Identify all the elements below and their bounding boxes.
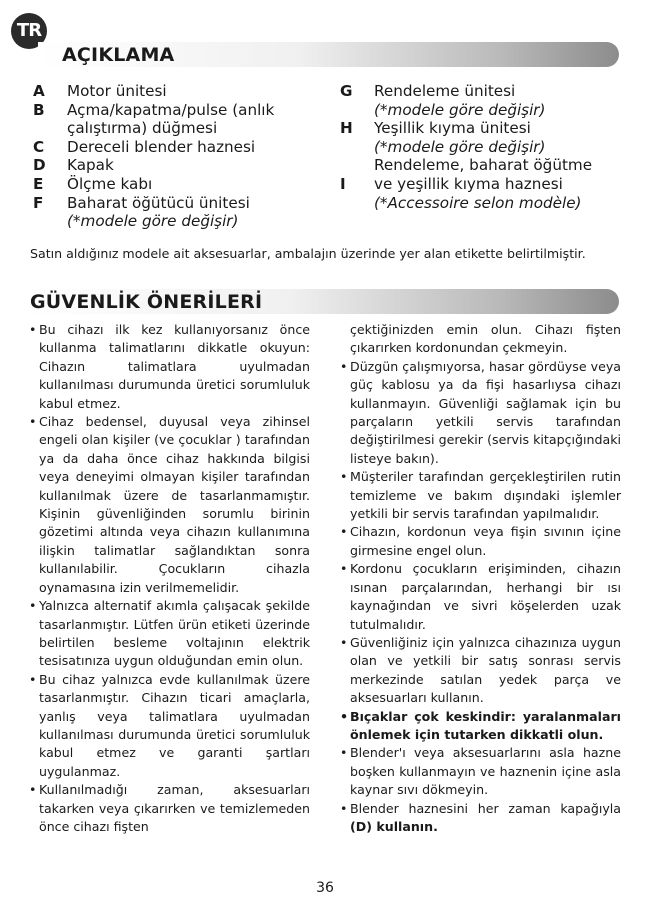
- part-e: E Ölçme kabı: [33, 174, 153, 193]
- safety-item-continuation: çektiğinizden emin olun. Cihazı fişten çıkarırken kordonundan çekmeyin.: [350, 322, 621, 356]
- part-c: C Dereceli blender haznesi: [33, 137, 256, 156]
- safety-item: • Blender'ı veya aksesuarlarını asla hazne boşken kullanmayın ve haznenin içine asla kaynar sıvı dökmeyin.: [340, 745, 621, 798]
- part-a: A Motor ünitesi: [33, 82, 167, 100]
- parts-list-right: [340, 82, 625, 212]
- description-title: AÇIKLAMA: [62, 44, 175, 66]
- safety-column-2: [340, 321, 621, 836]
- safety-item: • Güvenliğiniz için yalnızca cihazınıza uygun olan ve yetkili bir satış sonrası servis merkezinde satılan yedek parça ve aksesuarları kullanın.: [340, 634, 621, 706]
- safety-item: • Yalnızca alternatif akımla çalışacak şekilde tasarlanmıştır. Lütfen ürün etiketi üzerinde belirtilen besleme voltajının elektrik tesisatınıza uygun olduğundan emin olun.: [29, 598, 310, 669]
- safety-item: • Kullanılmadığı zaman, aksesuarları takarken veya çıkarırken ve temizlemeden önce cihazı fişten: [29, 782, 310, 834]
- part-g-note: (*modele göre değişir): [374, 100, 546, 119]
- part-b: B Açma/kapatma/pulse (anlık çalıştırma) düğmesi: [33, 100, 275, 138]
- safety-item: • Kordonu çocukların erişiminden, cihazın ısınan parçalarından, herhangi bir ısı kaynağından ve sivri köşelerden uzak tutulmalıdır.: [340, 561, 621, 632]
- part-g: G Rendeleme ünitesi (*modele göre değişir): [340, 82, 625, 119]
- part-f-note: (*modele göre değişir): [67, 212, 239, 231]
- safety-item: • Bu cihaz yalnızca evde kullanılmak üzere tasarlanmıştır. Cihazın ticari amaçlarla, yanlış veya talimatlara uyulmadan kullanılması durumunda üretici sorumluluk kabul etmez ve garanti şartları uygulanmaz.: [29, 671, 310, 779]
- language-badge: TR: [11, 13, 47, 49]
- part-i-pre: Rendeleme, baharat öğütme: [374, 156, 593, 175]
- safety-item: • Cihaz bedensel, duyusal veya zihinsel engeli olan kişiler (ve çocuklar ) tarafından ya da daha önce cihaz hakkında bilgisi veya deneyimi olmayan kişiler tarafından kullanılmak üzere de tasarlanmamıştır. Kişinin güvenliğinden sorumlu birinin gözetimi altında veya cihazın kullanımına ilişkin talimatlar sağlandıktan sonra kullanılabilir. Çocukların cihazla oynamasına izin verilmemelidir.: [29, 414, 310, 595]
- safety-item: • Düzgün çalışmıyorsa, hasar gördüyse veya güç kablosu ya da fişi hasarlıysa cihazı kullanmayın. Güvenliği sağlamak için bu parçaların yetkili servis tarafından değiştirilmesi gerekir (servis kitapçığındaki listeye bakın).: [340, 358, 621, 466]
- part-h: H Yeşillik kıyma ünitesi (*modele göre değişir): [340, 119, 625, 156]
- page-number: 36: [316, 880, 334, 896]
- part-i-note: (*Accessoire selon modèle): [374, 193, 582, 212]
- part-f: F Baharat öğütücü ünitesi (*modele göre değişir): [33, 194, 313, 231]
- safety-item: • Cihazın, kordonun veya fişin sıvının içine girmesine engel olun.: [340, 524, 621, 558]
- safety-item: • Bu cihazı ilk kez kullanıyorsanız önce kullanma talimatlarını dikkatle okuyun: Cihazın talimatlara uyulmadan kullanılması durumunda üretici sorumluluk kabul etmez.: [29, 322, 310, 411]
- safety-title: GÜVENLİK ÖNERİLERİ: [30, 291, 263, 313]
- safety-item-last: • Blender haznesini her zaman kapağıyla (D) kullanın.: [340, 800, 621, 834]
- part-d: D Kapak: [33, 156, 114, 175]
- blade-warning: • Bıçaklar çok keskindir: yaralanmaları önlemek için tutarken dikkatli olun.: [340, 708, 621, 742]
- accessories-note: Satın aldığınız modele ait aksesuarlar, ambalajın üzerinde yer alan etikette belirtilmiştir.: [30, 246, 586, 261]
- part-h-note: (*modele göre değişir): [374, 137, 546, 156]
- safety-column-1: [29, 321, 310, 836]
- parts-list-left: [33, 82, 313, 231]
- part-i: I ve yeşillik kıyma haznesi (*Accessoire selon modèle): [340, 175, 625, 212]
- safety-item: • Müşteriler tarafından gerçekleştirilen rutin temizleme ve bakım dışındaki işlemler yetkili bir servis tarafından yapılmalıdır.: [340, 469, 621, 522]
